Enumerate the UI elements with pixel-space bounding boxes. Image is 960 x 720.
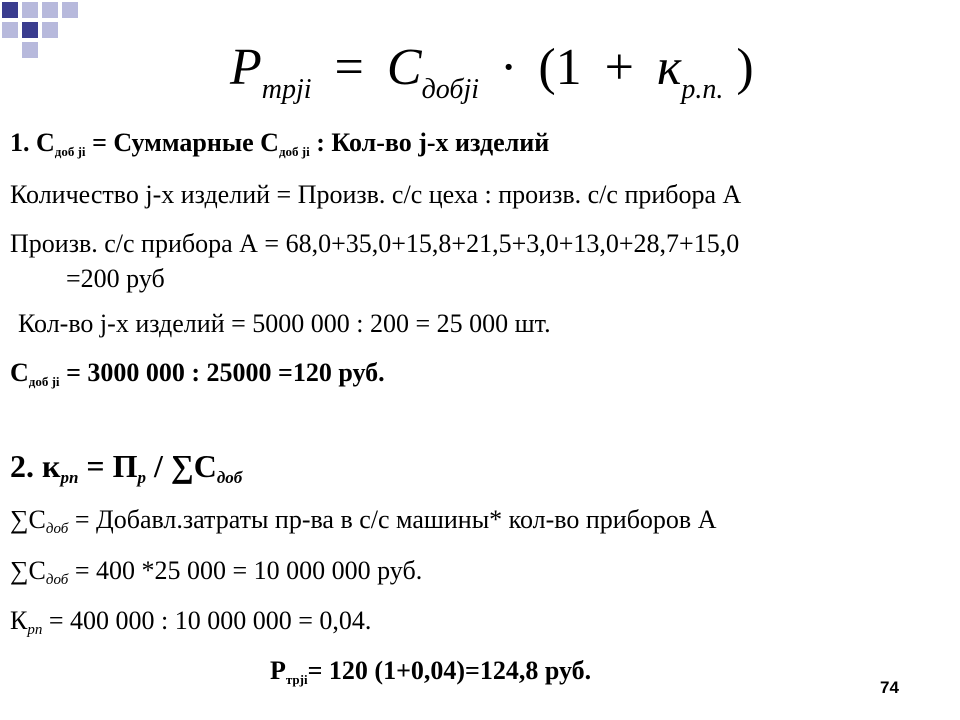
deco-square-light-6: [22, 42, 38, 58]
formula-p: P: [230, 39, 262, 96]
formula-paren-close: ): [736, 39, 754, 96]
step2-mid2: / ∑C: [146, 448, 217, 484]
deco-square-dark-2: [22, 22, 38, 38]
step1-suffix: : Кол-во j-х изделий: [309, 128, 550, 157]
formula-p-subscript: трji: [261, 74, 312, 105]
step1-heading: [10, 128, 549, 160]
step2-sub3: доб: [216, 468, 243, 487]
deco-square-light-1: [22, 2, 38, 18]
sum-def-sub: доб: [45, 521, 69, 537]
formula-paren-open: (1: [538, 39, 582, 96]
step1-prefix: 1. C: [10, 128, 55, 157]
added-cost-suffix: = 3000 000 : 25000 =120 руб.: [59, 358, 385, 387]
step1-sub2: доб ji: [278, 144, 310, 159]
final-sub: трji: [285, 672, 308, 687]
coefficient-calculation: [10, 606, 371, 639]
added-cost-result: [10, 358, 385, 390]
sum-calc-suffix: = 400 *25 000 = 10 000 000 руб.: [68, 556, 423, 585]
page-number: 74: [880, 678, 899, 697]
quantity-definition: Количество j-х изделий = Произв. с/с цеха : произв. с/с прибора А: [10, 180, 742, 209]
formula-c-subscript: добji: [421, 74, 479, 105]
main-formula: [230, 32, 754, 104]
step2-mid: = П: [78, 448, 138, 484]
step2-sub2: р: [137, 468, 147, 487]
device-cost-result: =200 руб: [66, 264, 165, 293]
sum-def-prefix: ∑C: [10, 505, 46, 534]
sum-cost-definition: [10, 505, 717, 538]
formula-dot: ·: [500, 39, 518, 96]
step2-prefix: 2. к: [10, 448, 61, 484]
deco-square-light-4: [2, 22, 18, 38]
sum-def-suffix: = Добавл.затраты пр-ва в с/с машины* кол-во приборов А: [68, 505, 717, 534]
device-cost-line: Произв. с/с прибора А = 68,0+35,0+15,8+21,5+3,0+13,0+28,7+15,0: [10, 229, 740, 258]
coef-prefix: К: [10, 606, 28, 635]
deco-square-light-3: [62, 2, 78, 18]
formula-k: к: [656, 39, 682, 96]
step1-sub1: доб ji: [54, 144, 86, 159]
sum-calc-prefix: ∑C: [10, 556, 46, 585]
sum-calc-sub: доб: [45, 572, 69, 588]
final-prefix: P: [270, 656, 286, 685]
deco-square-dark-1: [2, 2, 18, 18]
final-price-result: [270, 656, 591, 688]
corner-decoration: [0, 0, 80, 60]
added-cost-prefix: C: [10, 358, 29, 387]
quantity-calculation: Кол-во j-х изделий = 5000 000 : 200 = 25 000 шт.: [18, 309, 551, 338]
formula-c: C: [386, 39, 422, 96]
step1-mid: = Суммарные C: [85, 128, 279, 157]
final-suffix: = 120 (1+0,04)=124,8 руб.: [307, 656, 592, 685]
deco-square-light-2: [42, 2, 58, 18]
sum-cost-calculation: [10, 556, 422, 589]
step2-sub1: рп: [60, 468, 79, 487]
formula-equals: =: [334, 39, 364, 96]
deco-square-light-5: [42, 22, 58, 38]
coef-suffix: = 400 000 : 10 000 000 = 0,04.: [42, 606, 372, 635]
step2-heading: [10, 448, 242, 488]
formula-k-subscript: р.п.: [681, 74, 724, 105]
coef-sub: рп: [27, 622, 43, 638]
added-cost-sub: доб ji: [28, 374, 60, 389]
formula-plus: +: [604, 39, 634, 96]
